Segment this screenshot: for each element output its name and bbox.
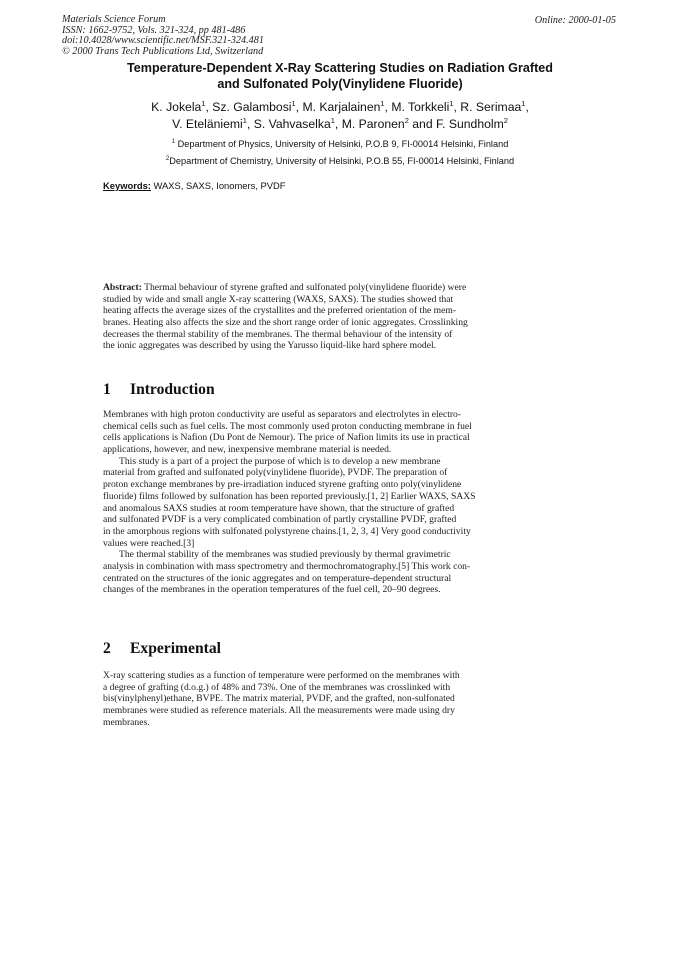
paragraph-line: cells applications is Nafion (Du Pont de Nemour). The price of Nafion limits its use in practical (103, 432, 470, 444)
paragraph-line: a degree of grafting (d.o.g.) of 48% and 73%. One of the membranes was crosslinked with (103, 681, 451, 693)
author: V. Eteläniemi (172, 117, 243, 131)
author: M. Torkkeli (391, 100, 450, 114)
paragraph-line: and anomalous SAXS studies at room temperature have shown, that the structure of grafted (103, 502, 455, 514)
abstract (103, 282, 549, 352)
author-line-2: V. Eteläniemi$^1$, S. Vahvaselka$^1$, M. Paronen$^2$ and F. Sundholm$^2$ (172, 116, 508, 131)
author: R. Serimaa (460, 100, 522, 114)
paragraph-line: chemical cells such as fuel cells. The most commonly used proton conducting membrane in fuel (103, 420, 472, 432)
paragraph-line: values were reached.[3] (103, 537, 195, 549)
section-heading-experimental (103, 640, 221, 658)
paragraph-line: fluoride) films followed by sulfonation has been reported previously.[1, 2] Earlier WAXS, SAXS (103, 490, 476, 502)
paragraph-line: centrated on the structures of the ionic aggregates and on temperature-dependent structural (103, 572, 452, 584)
affiliation-2 (90, 153, 590, 170)
affiliation-marker: 1 (521, 99, 526, 108)
affiliation-marker: 1 (291, 99, 296, 108)
section-title: Experimental (130, 640, 221, 657)
paragraph-line: in the amorphous regions with sulfonated polystyrene chains.[1, 2, 3, 4] Very good conductivity (103, 525, 471, 537)
paragraph-line: membranes. (103, 716, 150, 728)
abstract-line: decreases the thermal stability of the membranes. The thermal behaviour of the intensity of (103, 328, 453, 340)
paragraph-line: and sulfonated PVDF is a very complicated combination of partly crystalline PVDF, grafted (103, 514, 457, 526)
introduction-body (103, 409, 549, 596)
author: M. Paronen (341, 117, 405, 131)
affiliation-marker: 1 (380, 99, 385, 108)
keywords (103, 180, 286, 191)
affiliation-marker: 1 (201, 99, 206, 108)
abstract-label: Abstract: (103, 282, 142, 293)
abstract-line: heating affects the average sizes of the crystallites and the preferred orientation of the mem- (103, 305, 457, 317)
doi-line: doi:10.4028/www.scientific.net/MSF.321-324.481 (62, 35, 264, 47)
copyright-line: © 2000 Trans Tech Publications Ltd, Switzerland (62, 45, 264, 57)
abstract-line: the ionic aggregates was described by using the Yarusso liquid-like hard sphere model. (103, 340, 437, 352)
paragraph-line: material from grafted and sulfonated poly(vinylidene fluoride), PVDF. The preparation of (103, 467, 448, 479)
title-line-2: and Sulfonated Poly(Vinylidene Fluoride) (217, 77, 463, 91)
paragraph-line: analysis in combination with mass spectrometry and thermochromatography.[5] This work con- (103, 560, 471, 572)
affiliation-text: Department of Chemistry, University of Helsinki, P.O.B 55, FI-00014 Helsinki, Finland (169, 156, 515, 166)
publication-metadata (62, 15, 264, 57)
issn-line: ISSN: 1662-9752, Vols. 321-324, pp 481-486 (62, 24, 246, 36)
author: M. Karjalainen (302, 100, 381, 114)
author: K. Jokela (151, 100, 202, 114)
paragraph-line: X-ray scattering studies as a function of temperature were performed on the membranes with (103, 670, 460, 681)
paragraph-line: applications, however, and new, inexpensive membrane material is needed. (103, 444, 392, 456)
affiliation-1 (90, 136, 590, 153)
affiliation-marker: 1 (330, 116, 335, 125)
experimental-body (103, 670, 549, 728)
affiliation-marker: 2 (503, 116, 508, 125)
author: S. Vahvaselka (253, 117, 331, 131)
author: Sz. Galambosi (212, 100, 292, 114)
affiliations (90, 136, 590, 170)
section-number: 1 (103, 381, 111, 398)
affiliation-marker: 1 (242, 116, 247, 125)
abstract-line: branes. Heating also affects the size and the short range order of ionic aggregates. Crosslinking (103, 317, 468, 329)
affiliation-marker: 2 (404, 116, 409, 125)
section-title: Introduction (130, 381, 215, 398)
section-heading-introduction (103, 381, 215, 399)
journal-name: Materials Science Forum (62, 14, 166, 25)
abstract-line: studied by wide and small angle X-ray scattering (WAXS, SAXS). The studies showed that (103, 293, 454, 305)
author-list (90, 99, 590, 133)
online-date: Online: 2000-01-05 (534, 15, 616, 26)
paragraph-line: bis(vinylphenyl)ethane, BVPE. The matrix material, PVDF, and the grafted, non-sulfonated (103, 693, 455, 705)
section-number: 2 (103, 640, 111, 657)
affiliation-marker: 1 (171, 139, 176, 145)
paragraph-line: changes of the membranes in the operation temperatures of the fuel cell, 20–90 degrees. (103, 584, 441, 596)
author: F. Sundholm (436, 117, 504, 131)
title-line-1: Temperature-Dependent X-Ray Scattering Studies on Radiation Grafted (127, 61, 553, 75)
author-line-1: K. Jokela$^1$, Sz. Galambosi$^1$, M. Karjalainen$^1$, M. Torkkeli$^1$, R. Serimaa$^1$, (151, 99, 529, 114)
keywords-text: WAXS, SAXS, Ionomers, PVDF (153, 180, 286, 191)
paragraph-line: This study is a part of a project the purpose of which is to develop a new membrane (119, 455, 441, 467)
paragraph-line: Membranes with high proton conductivity are useful as separators and electrolytes in electro- (103, 409, 462, 420)
abstract-line (103, 282, 549, 294)
paragraph-line: proton exchange membranes by pre-irradiation induced styrene grafting onto poly(vinylidene (103, 479, 462, 491)
paper-title (90, 60, 590, 92)
affiliation-marker: 1 (449, 99, 454, 108)
affiliation-marker: 2 (165, 156, 170, 162)
paragraph-line: The thermal stability of the membranes was studied previously by thermal gravimetric (119, 549, 451, 561)
abstract-text: Thermal behaviour of styrene grafted and sulfonated poly(vinylidene fluoride) were (141, 282, 467, 293)
keywords-label: Keywords: (103, 180, 151, 191)
author-conjunction: and (412, 117, 433, 131)
paragraph-line: membranes were studied as reference materials. All the measurements were made using dry (103, 705, 455, 717)
affiliation-text: Department of Physics, University of Helsinki, P.O.B 9, FI-00014 Helsinki, Finland (177, 139, 509, 149)
